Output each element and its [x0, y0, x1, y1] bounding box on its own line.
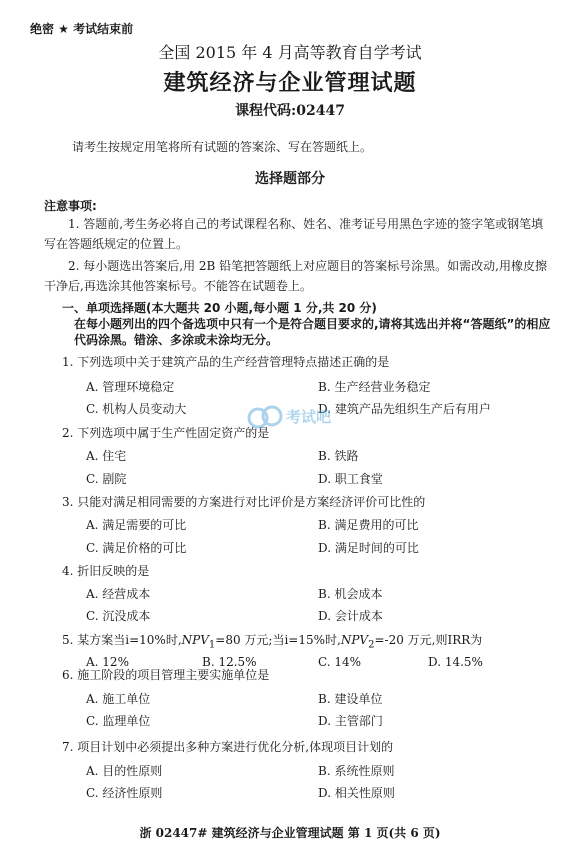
- note-item: 2. 每小题选出答案后,用 2B 铅笔把答题纸上对应题目的答案标号涂黑。如需改动,用橡皮擦干净后,再选涂其他答案标号。不能答在试题卷上。: [44, 259, 547, 293]
- option-b: B. 建设单位: [318, 692, 383, 706]
- question-stem: 7. 项目计划中必须提出多种方案进行优化分析,体现项目计划的: [62, 740, 394, 754]
- option-d: D. 会计成本: [318, 609, 383, 623]
- option-c: C. 经济性原则: [86, 786, 163, 800]
- option-a: A. 目的性原则: [86, 764, 163, 778]
- stem-text: =80 万元;当i=15%时,: [215, 633, 341, 647]
- part-description: 在每小题列出的四个备选项中只有一个是符合题目要求的,请将其选出并将“答题纸”的相应代码涂黑。错涂、多涂或未涂均无分。: [74, 317, 551, 347]
- watermark-text: 考试吧: [286, 408, 332, 426]
- npv-subscript: 1: [208, 639, 216, 651]
- option-d: D. 职工食堂: [318, 472, 383, 486]
- option-c: C. 监理单位: [86, 714, 151, 728]
- option-d: D. 14.5%: [428, 655, 483, 669]
- option-b: B. 机会成本: [318, 587, 383, 601]
- option-d: D. 相关性原则: [318, 786, 395, 800]
- npv-subscript: 2: [368, 639, 375, 651]
- note-item: 1. 答题前,考生务必将自己的考试课程名称、姓名、准考证号用黑色字迹的签字笔或钢笔填写在答题纸规定的位置上。: [44, 217, 544, 251]
- stem-text: =-20 万元,则IRR为: [374, 633, 483, 647]
- notes-heading: 注意事项:: [44, 199, 97, 213]
- question-stem: 2. 下列选项中属于生产性固定资产的是: [62, 426, 270, 440]
- option-a: A. 满足需要的可比: [86, 518, 187, 532]
- page-footer: 浙 02447# 建筑经济与企业管理试题 第 1 页(共 6 页): [139, 826, 441, 840]
- option-d: D. 主管部门: [318, 714, 383, 728]
- question-stem: 6. 施工阶段的项目管理主要实施单位是: [62, 668, 270, 682]
- part-title: 一、单项选择题: [62, 301, 147, 315]
- option-c: C. 剧院: [86, 472, 127, 486]
- option-b: B. 生产经营业务稳定: [318, 380, 431, 394]
- option-b: B. 铁路: [318, 449, 359, 463]
- option-b: B. 12.5%: [202, 655, 257, 669]
- stem-text: 5. 某方案当i=10%时,: [62, 633, 182, 647]
- subject-title: 建筑经济与企业管理试题: [163, 71, 417, 96]
- npv-symbol: NPV: [181, 633, 209, 647]
- option-c: C. 机构人员变动大: [86, 402, 187, 416]
- course-code: 课程代码:02447: [235, 103, 345, 119]
- option-a: A. 12%: [86, 655, 129, 669]
- question-stem: 3. 只能对满足相同需要的方案进行对比评价是方案经济评价可比性的: [62, 495, 426, 509]
- question-stem: 4. 折旧反映的是: [62, 564, 150, 578]
- exam-title: 全国 2015 年 4 月高等教育自学考试: [158, 43, 422, 62]
- option-b: B. 满足费用的可比: [318, 518, 419, 532]
- option-c: C. 沉没成本: [86, 609, 151, 623]
- part-heading: [62, 299, 377, 316]
- answer-instruction: 请考生按规定用笔将所有试题的答案涂、写在答题纸上。: [72, 140, 373, 154]
- secret-mark: 绝密 ★ 考试结束前: [30, 22, 134, 36]
- option-c: C. 14%: [318, 655, 362, 669]
- option-c: C. 满足价格的可比: [86, 541, 187, 555]
- option-a: A. 经营成本: [86, 587, 151, 601]
- section-heading: 选择题部分: [255, 171, 325, 187]
- option-b: B. 系统性原则: [318, 764, 395, 778]
- question-stem: [62, 631, 562, 650]
- option-d: D. 建筑产品先组织生产后有用户: [318, 402, 491, 416]
- part-meta: (本大题共 20 小题,每小题 1 分,共 20 分): [146, 301, 377, 315]
- option-a: A. 施工单位: [86, 692, 151, 706]
- option-a: A. 管理环境稳定: [86, 380, 175, 394]
- option-a: A. 住宅: [86, 449, 127, 463]
- npv-symbol: NPV: [340, 633, 369, 647]
- option-d: D. 满足时间的可比: [318, 541, 419, 555]
- question-stem: 1. 下列选项中关于建筑产品的生产经营管理特点描述正确的是: [62, 355, 390, 369]
- kaoshiba-watermark-logo: [246, 398, 356, 434]
